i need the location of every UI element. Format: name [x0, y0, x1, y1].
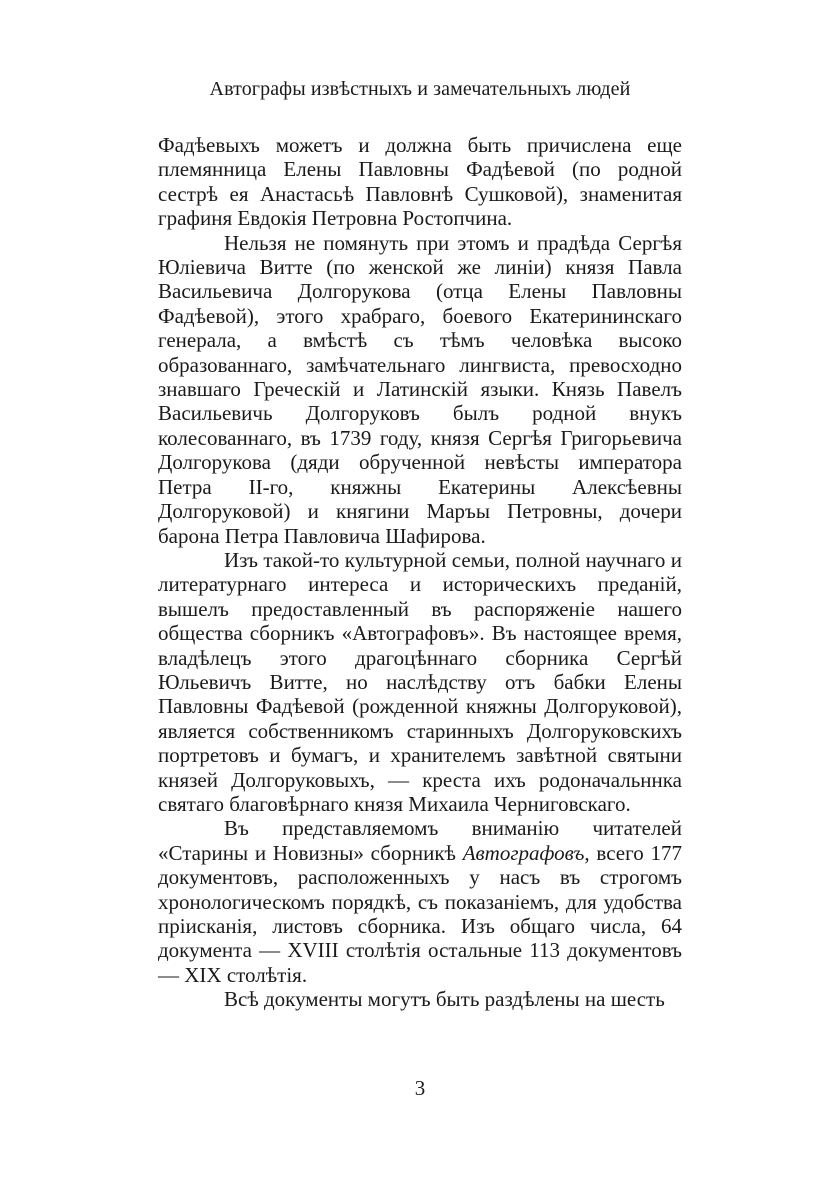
page-number: 3: [414, 1076, 426, 1100]
paragraph-4-end: , всего 177 документовъ, расположенныхъ у насъ въ строгомъ хронологическомъ порядкѣ, съ показаніемъ, для удобства пріисканія, листовъ сборника. Изъ общаго числа, 64 документа — XVIII столѣтія остальные 113 документовъ — XIX столѣтія.: [158, 840, 682, 987]
paragraph-4: [158, 816, 682, 987]
paragraph-3: Изъ такой-то культурной семьи, полной научнаго и литературнаго интереса и историческихъ преданій, вышелъ предоставленный въ распоряженіе нашего общества сборникъ «Автографовъ». Въ настоящее время, владѣлецъ этого драгоцѣннаго сборника Сергѣй Юльевичъ Витте, но наслѣдству отъ бабки Елены Павловны Фадѣевой (рожденной княжны Долгоруковой), является собственникомъ старинныхъ Долгоруковскихъ портретовъ и бумагъ, и хранителемъ завѣтной святыни князей Долгоруковыхъ, — креста ихъ родоначальннка святаго благовѣрнаго князя Михаила Черниговскаго.: [158, 547, 682, 816]
paragraph-4-italic: Автографовъ: [462, 840, 585, 865]
paragraph-1: Фадѣевыхъ можетъ и должна быть причислена еще племянница Елены Павловны Фадѣевой (по родной сестрѣ ея Анастасьѣ Павловнѣ Сушковой), знаменитая графиня Евдокія Петровна Ростопчина.: [158, 133, 682, 231]
paragraph-5: Всѣ документы могутъ быть раздѣлены на шесть: [224, 987, 665, 1012]
running-header: Автографы извѣстныхъ и замечательныхъ людей: [209, 78, 631, 100]
paragraph-4-start: Въ представляемомъ вниманію читателей «Старины и Новизны» сборникѣ: [158, 816, 682, 865]
paragraph-2: Нельзя не помянуть при этомъ и прадѣда Сергѣя Юліевича Витте (по женской же линіи) князя Павла Васильевича Долгорукова (отца Елены Павловны Фадѣевой), этого храбраго, боевого Екатерининскаго генерала, а вмѣстѣ съ тѣмъ человѣка высоко образованнаго, замѣчательнаго лингвиста, превосходно знавшаго Греческій и Латинскій языки. Князь Павелъ Васильевичь Долгоруковъ былъ родной внукъ колесованнаго, въ 1739 году, князя Сергѣя Григорьевича Долгорукова (дяди обрученной невѣсты императора Петра II-го, княжны Екатерины Алексѣевны Долгоруковой) и княгини Маръы Петровны, дочери барона Петра Павловича Шафирова.: [158, 230, 682, 548]
body-text: [158, 133, 682, 1012]
